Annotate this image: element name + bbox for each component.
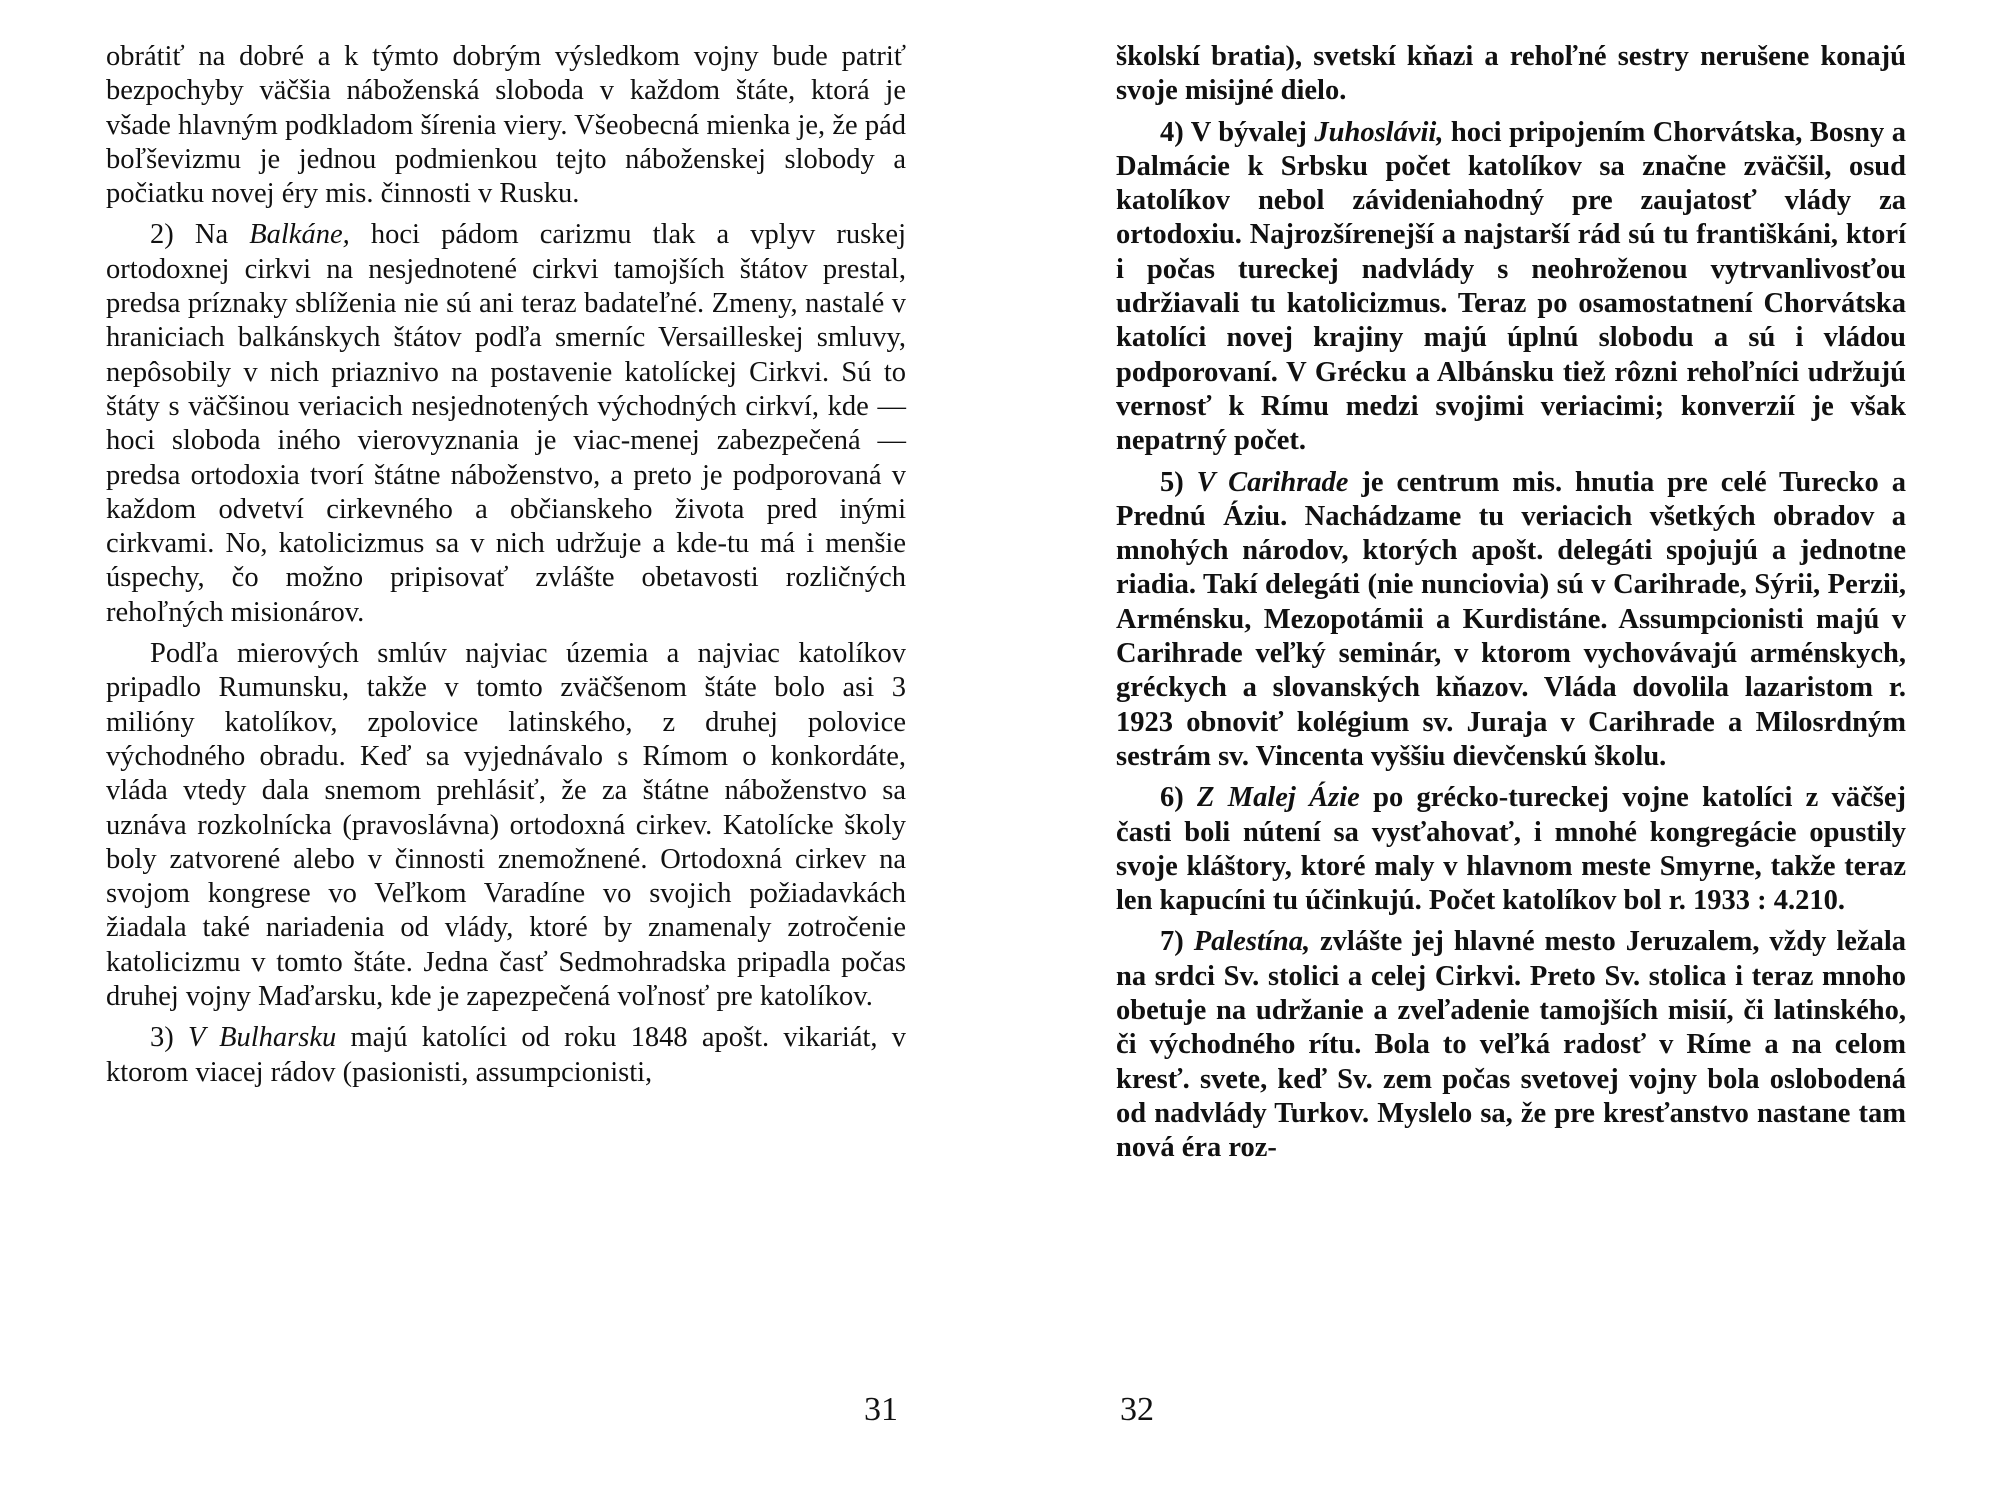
paragraph-asia-minor: 6) Z Malej Ázie po grécko-tureckej vojne katolíci z väčšej časti boli nútení sa vysťahovať, i mnohé kongregácie opustily svoje kláštory, ktoré maly v hlavnom meste Smyrne, takže teraz len kapucíni tu účinkujú. Počet katolíkov bol r. 1933 : 4.210. <box>1116 782 1906 917</box>
paragraph-yugoslavia: 4) V bývalej Juhoslávii, hoci pripojením Chorvátska, Bosny a Dalmácie k Srbsku počet katolíkov sa značne zväčšil, osud katolíkov nebol závideniahodný pre zaujatosť vlády za ortodoxiu. Najrozšírenejší a najstarší rád sú tu františkáni, ktorí i počas tureckej nadvlády s neohroženou vytrvanlivosťou udržiavali tu katolicizmus. Teraz po osamostatnení Chorvátska katolíci novej krajiny majú úplnú slobodu a sú i vládou podporovaní. V Grécku a Albánsku tiež rôzni rehoľníci udržujú vernosť k Rímu medzi svojimi veriacimi; konverzií je však nepatrný počet. <box>1116 116 1906 457</box>
paragraph-constantinople: 5) V Carihrade je centrum mis. hnutia pre celé Turecko a Prednú Áziu. Nachádzame tu veriacich všetkých obradov a mnohých národov, ktorých apošt. delegáti spojujú a jednotne riadia. Takí delegáti (nie nunciovia) sú v Carihrade, Sýrii, Perzii, Arménsku, Mezopotámii a Kurdistáne. Assumpcionisti majú v Carihrade veľký seminár, v ktorom vychovávajú arménskych, gréckych a slovanských kňazov. Vláda dovolila lazaristom r. 1923 obnoviť kolégium sv. Juraja v Carihrade a Milosrdným sestrám sv. Vincenta vyššiu dievčenskú školu. <box>1116 466 1906 772</box>
paragraph-bulgaria: 3) V Bulharsku majú katolíci od roku 1848 apošt. vikariát, v ktorom viacej rádov (pasionisti, assumpcionisti, <box>106 1022 906 1088</box>
page-number: 31 <box>864 1391 898 1428</box>
paragraph-balkan: 2) Na Balkáne, hoci pádom carizmu tlak a vplyv ruskej ortodoxnej cirkvi na nesjednotené cirkvi tamojších štátov prestal, predsa príznaky sblíženia nie sú ani teraz badateľné. Zmeny, nastalé v hraniciach balkánskych štátov podľa smerníc Versailleskej smluvy, nepôsobily v nich priaznivo na postavenie katolíckej Cirkvi. Sú to štáty s väčšinou veriacich nesjednotených východných cirkví, kde — hoci sloboda iného vierovyznania je viac-menej zabezpečená — predsa ortodoxia tvorí štátne náboženstvo, a preto je podporovaná v každom odvetví cirkevného a občianskeho života pred inými cirkvami. No, katolicizmus sa v nich udržuje a kde-tu má i menšie úspechy, čo možno pripisovať zvlášte obetavosti rozličných rehoľných misionárov. <box>106 219 906 628</box>
page-number: 32 <box>1120 1391 1154 1428</box>
paragraph-continuation: školskí bratia), svetskí kňazi a rehoľné sestry nerušene konajú svoje misijné dielo. <box>1116 41 1906 107</box>
paragraph-romania: Podľa mierových smlúv najviac územia a najviac katolíkov pripadlo Rumunsku, takže v tomto zväčšenom štáte bolo asi 3 milióny katolíkov, zpolovice latinského, z druhej polovice východného obradu. Keď sa vyjednávalo s Rímom o konkordáte, vláda vtedy dala snemom prehlásiť, že za štátne náboženstvo sa uznáva rozkolnícka (pravoslávna) ortodoxná cirkev. Katolícke školy boly zatvorené alebo v činnosti znemožnené. Ortodoxná cirkev na svojom kongrese vo Veľkom Varadíne vo svojich požiadavkách žiadala také nariadenia od vlády, ktoré by znamenaly zotročenie katolicizmu v tomto štáte. Jedna časť Sedmohradska pripadla počas druhej vojny Maďarsku, kde je zapezpečená voľnosť pre katolíkov. <box>106 638 906 1013</box>
left-page-text <box>106 40 906 1097</box>
paragraph-continuation: obrátiť na dobré a k týmto dobrým výsledkom vojny bude patriť bezpochyby väčšia náboženská sloboda v každom štáte, ktorá je všade hlavným podkladom šírenia viery. Všeobecná mienka je, že pád boľševizmu je jednou podmienkou tejto náboženskej slobody a počiatku novej éry mis. činnosti v Rusku. <box>106 41 906 210</box>
right-page-text <box>1116 40 1906 1173</box>
right-page <box>1002 0 2004 1500</box>
paragraph-palestine: 7) Palestína, zvlášte jej hlavné mesto Jeruzalem, vždy ležala na srdci Sv. stolici a celej Cirkvi. Preto Sv. stolica i teraz mnoho obetuje na udržanie a zveľadenie tamojších misií, či latinského, či východného rítu. Bola to veľká radosť v Ríme a na celom kresť. svete, keď Sv. zem počas svetovej vojny bola oslobodená od nadvlády Turkov. Myslelo sa, že pre kresťanstvo nastane tam nová éra roz- <box>1116 926 1906 1164</box>
